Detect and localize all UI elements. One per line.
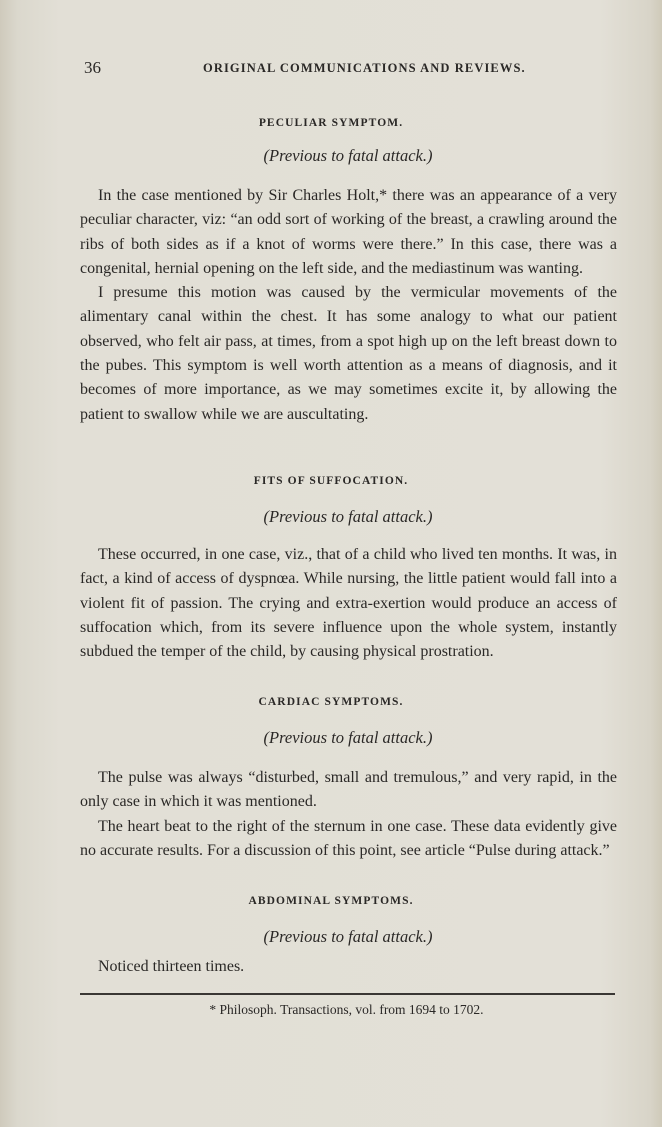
section-heading-abdominal-symptoms: ABDOMINAL SYMPTOMS. — [248, 895, 414, 907]
paragraph: These occurred, in one case, viz., that of a child who lived ten months. It was, in fact, a kind of access of dyspnœa. While nursing, the little patient would fall into a violent fit of passion. The crying and extra-exertion would produce an access of suffocation which, from its severe influence upon the whole system, instantly subdued the temper of the child, by causing physical prostration. — [80, 546, 617, 661]
paragraph: The pulse was always “disturbed, small and tremulous,” and very rapid, in the only case in which it was mentioned. — [80, 769, 617, 811]
section-body-fits-of-suffocation — [80, 543, 617, 664]
section-body-peculiar-symptom — [80, 184, 617, 427]
paragraph: I presume this motion was caused by the vermicular movements of the alimentary canal within the chest. It has some analogy to what our patient observed, who felt air pass, at times, from a spot high up on the left breast down to the pubes. This symptom is well worth attention as a means of diagnosis, and it becomes of more importance, as we may sometimes excite it, by allowing the patient to swallow while we are auscultating. — [80, 284, 617, 423]
running-title: ORIGINAL COMMUNICATIONS AND REVIEWS. — [203, 61, 526, 75]
section-subheading: (Previous to fatal attack.) — [263, 507, 433, 526]
section-body-cardiac-symptoms — [80, 766, 617, 863]
section-subheading: (Previous to fatal attack.) — [263, 927, 433, 946]
section-heading-peculiar-symptom: PECULIAR SYMPTOM. — [258, 117, 404, 129]
running-head — [0, 58, 662, 82]
page-number: 36 — [84, 58, 101, 77]
paragraph: Noticed thirteen times. — [98, 958, 245, 975]
section-subheading: (Previous to fatal attack.) — [263, 728, 433, 747]
section-heading-cardiac-symptoms: CARDIAC SYMPTOMS. — [258, 696, 404, 708]
paragraph: The heart beat to the right of the sternum in one case. These data evidently give no accurate results. For a discussion of this point, see article “Pulse during attack.” — [80, 817, 617, 859]
section-body-abdominal-symptoms — [80, 955, 617, 979]
section-subheading: (Previous to fatal attack.) — [263, 146, 433, 165]
footnote: * Philosoph. Transactions, vol. from 1694 to 1702. — [209, 1002, 484, 1017]
footnote-rule — [80, 993, 615, 995]
paragraph: In the case mentioned by Sir Charles Holt,* there was an appearance of a very peculiar character, viz: “an odd sort of working of the breast, a crawling around the ribs of both sides as if a knot of worms were there.” In this case, there was a congenital, hernial opening on the left side, and the mediastinum was wanting. — [80, 187, 617, 277]
section-heading-fits-of-suffocation: FITS OF SUFFOCATION. — [253, 475, 409, 487]
